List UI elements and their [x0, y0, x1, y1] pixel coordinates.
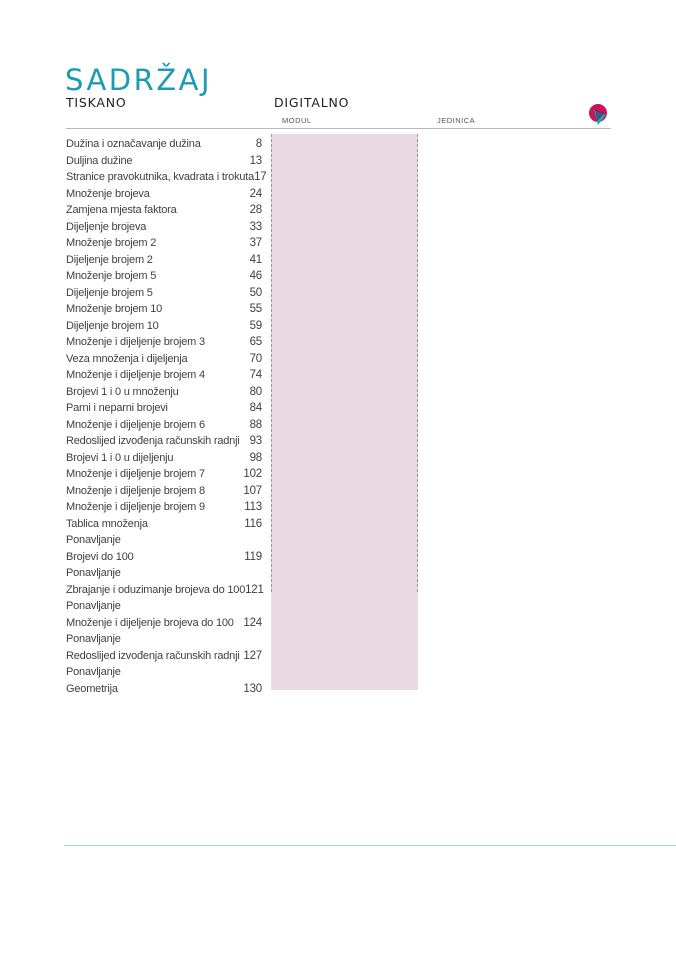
- toc-entry[interactable]: [66, 400, 262, 417]
- toc-entry[interactable]: [66, 598, 262, 615]
- toc-entry-page: 130: [243, 682, 262, 695]
- toc-entry[interactable]: [66, 153, 262, 170]
- toc-entry-title: Množenje i dijeljenje brojem 9: [66, 501, 205, 513]
- toc-entry-page: 17: [254, 171, 267, 183]
- toc-entry-title: Množenje i dijeljenje brojem 7: [66, 468, 205, 480]
- module-subheading: MODUL: [282, 116, 312, 125]
- toc-entry-page: 46: [249, 270, 262, 282]
- toc-entry-page: 50: [249, 286, 262, 299]
- toc-entry-page: 24: [249, 187, 262, 200]
- toc-entry[interactable]: [66, 367, 262, 384]
- toc-entry[interactable]: [66, 318, 262, 335]
- toc-entry-page: 28: [249, 204, 262, 216]
- toc-entry[interactable]: [66, 136, 262, 153]
- toc-entry-title: Ponavljanje: [66, 534, 121, 546]
- footer-divider: [64, 845, 676, 846]
- toc-entry-page: 113: [244, 501, 262, 513]
- toc-entry[interactable]: [66, 549, 262, 566]
- module-column-right-border: [417, 134, 418, 592]
- toc-entry-title: Zbrajanje i oduzimanje brojeva do 100: [66, 583, 246, 596]
- brand-logo-icon: [588, 103, 612, 127]
- toc-entry[interactable]: [66, 450, 262, 467]
- toc-entry-page: 65: [249, 336, 262, 348]
- toc-entry-page: 55: [249, 303, 262, 315]
- toc-entry-title: Parni i neparni brojevi: [66, 402, 168, 414]
- toc-entry-title: Duljina dužine: [66, 154, 133, 167]
- toc-entry-title: Redoslijed izvođenja računskih radnji: [66, 435, 240, 447]
- toc-entry-page: 93: [249, 435, 262, 447]
- toc-entry-title: Dijeljenje brojem 2: [66, 253, 153, 266]
- toc-entry[interactable]: [66, 384, 262, 401]
- toc-entry-title: Množenje i dijeljenje brojem 3: [66, 336, 205, 348]
- toc-entry-title: Množenje i dijeljenje brojeva do 100: [66, 616, 234, 629]
- toc-entry-page: 33: [249, 220, 262, 233]
- toc-entry-page: 41: [249, 253, 262, 266]
- toc-entry-page: 124: [243, 616, 262, 629]
- toc-entry[interactable]: [66, 219, 262, 236]
- printed-column-heading: TISKANO: [66, 95, 127, 110]
- toc-entry-title: Ponavljanje: [66, 666, 121, 678]
- toc-entry[interactable]: [66, 334, 262, 351]
- toc-entry-title: Redoslijed izvođenja računskih radnji: [66, 649, 240, 662]
- toc-entry-page: 84: [249, 402, 262, 414]
- toc-entry-title: Množenje brojem 10: [66, 303, 163, 315]
- digital-column-heading: DIGITALNO: [274, 95, 350, 110]
- toc-entry-page: 102: [243, 468, 262, 480]
- toc-entry-page: 107: [243, 484, 262, 497]
- toc-entry-page: 37: [249, 237, 262, 249]
- toc-entry-title: Množenje i dijeljenje brojem 6: [66, 418, 205, 431]
- toc-entry-page: 70: [249, 352, 262, 365]
- toc-entry[interactable]: [66, 169, 267, 186]
- toc-entry-title: Dijeljenje brojeva: [66, 220, 147, 233]
- module-column-left-border: [271, 134, 272, 592]
- toc-entry-page: 119: [244, 550, 262, 563]
- toc-entry[interactable]: [66, 417, 262, 434]
- toc-entry[interactable]: [66, 268, 262, 285]
- page-title: SADRŽAJ: [65, 63, 213, 98]
- toc-entry[interactable]: [66, 483, 262, 500]
- toc-entry-title: Tablica množenja: [66, 517, 148, 530]
- toc-entry-title: Zamjena mjesta faktora: [66, 204, 177, 216]
- toc-entry-page: 98: [249, 451, 262, 464]
- toc-entry[interactable]: [66, 631, 262, 648]
- toc-entry[interactable]: [66, 664, 262, 681]
- toc-entry[interactable]: [66, 186, 262, 203]
- table-of-contents: [66, 136, 267, 697]
- toc-entry-title: Ponavljanje: [66, 633, 121, 645]
- toc-entry[interactable]: [66, 532, 262, 549]
- toc-entry-title: Ponavljanje: [66, 600, 121, 612]
- toc-entry[interactable]: [66, 351, 262, 368]
- toc-entry-title: Geometrija: [66, 682, 118, 695]
- toc-entry[interactable]: [66, 516, 262, 533]
- toc-entry-page: 13: [249, 154, 262, 167]
- toc-entry[interactable]: [66, 615, 262, 632]
- toc-entry-page: 88: [249, 418, 262, 431]
- toc-entry-title: Množenje i dijeljenje brojem 8: [66, 484, 205, 497]
- toc-entry-title: Dijeljenje brojem 5: [66, 286, 153, 299]
- toc-entry[interactable]: [66, 499, 262, 516]
- toc-entry-title: Množenje i dijeljenje brojem 4: [66, 369, 205, 381]
- toc-entry-title: Brojevi 1 i 0 u množenju: [66, 385, 179, 398]
- toc-entry[interactable]: [66, 582, 262, 599]
- toc-entry-title: Dijeljenje brojem 10: [66, 319, 159, 332]
- toc-entry[interactable]: [66, 466, 262, 483]
- toc-entry-title: Množenje brojem 2: [66, 237, 157, 249]
- toc-entry-page: 59: [249, 319, 262, 332]
- toc-entry-title: Množenje brojem 5: [66, 270, 157, 282]
- unit-subheading: JEDINICA: [437, 116, 476, 125]
- toc-entry[interactable]: [66, 648, 262, 665]
- toc-entry-title: Ponavljanje: [66, 567, 121, 579]
- toc-entry-page: 116: [244, 517, 262, 530]
- toc-entry[interactable]: [66, 202, 262, 219]
- digital-module-column: [271, 134, 418, 690]
- toc-entry[interactable]: [66, 285, 262, 302]
- toc-entry[interactable]: [66, 433, 262, 450]
- toc-entry-title: Stranice pravokutnika, kvadrata i trokuta: [66, 171, 255, 183]
- toc-entry-page: 8: [255, 138, 262, 150]
- toc-entry[interactable]: [66, 565, 262, 582]
- toc-entry[interactable]: [66, 301, 262, 318]
- toc-entry[interactable]: [66, 252, 262, 269]
- toc-entry-title: Dužina i označavanje dužina: [66, 138, 201, 150]
- toc-entry[interactable]: [66, 681, 262, 698]
- toc-entry-title: Množenje brojeva: [66, 187, 150, 200]
- toc-entry-title: Brojevi do 100: [66, 550, 134, 563]
- toc-entry-page: 74: [249, 369, 262, 381]
- toc-entry-page: 121: [245, 583, 264, 596]
- toc-entry-page: 80: [249, 385, 262, 398]
- toc-entry-page: 127: [243, 649, 262, 662]
- toc-entry-title: Brojevi 1 i 0 u dijeljenju: [66, 451, 174, 464]
- header-divider: [66, 128, 611, 129]
- toc-entry[interactable]: [66, 235, 262, 252]
- toc-entry-title: Veza množenja i dijeljenja: [66, 352, 188, 365]
